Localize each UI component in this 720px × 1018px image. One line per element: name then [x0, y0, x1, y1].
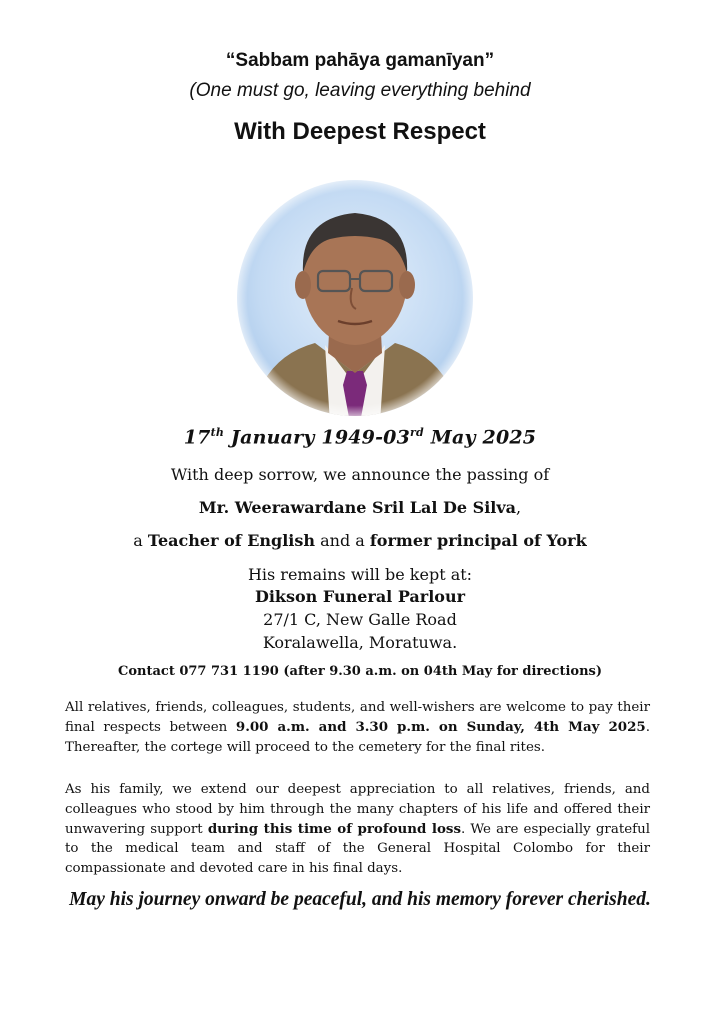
- visitation-paragraph: [65, 698, 650, 757]
- appreciation-paragraph: [65, 780, 650, 879]
- funeral-parlour: Dikson Funeral Parlour: [254, 587, 466, 606]
- role-mid: and a: [315, 531, 370, 550]
- address-line-2: Koralawella, Moratuwa.: [262, 633, 458, 652]
- quote-heading: “Sabbam pahāya gamanīyan”: [225, 50, 495, 71]
- portrait-photo: [230, 173, 480, 423]
- quote-translation: (One must go, leaving everything behind: [189, 80, 531, 101]
- birth-day: 17: [183, 426, 211, 449]
- announcement-intro: With deep sorrow, we announce the passing of: [170, 465, 550, 484]
- deceased-role: [0, 531, 720, 550]
- remains-label: His remains will be kept at:: [247, 565, 473, 584]
- para2-c: . We are especially grateful to the medical team and staff of the General Hospital Colombo for their compassionate and devoted care in his final days.: [65, 821, 650, 877]
- role-teacher: Teacher of English: [147, 531, 316, 550]
- role-principal: former principal of York: [369, 531, 587, 550]
- address-line-1: 27/1 C, New Galle Road: [263, 610, 457, 629]
- deceased-name: [0, 498, 720, 517]
- closing-line: May his journey onward be peaceful, and his memory forever cherished.: [69, 889, 651, 910]
- name-text: Mr. Weerawardane Sril Lal De Silva: [198, 498, 517, 517]
- role-prefix: a: [133, 531, 148, 550]
- page-title: With Deepest Respect: [234, 118, 486, 145]
- portrait-illustration: [230, 173, 480, 423]
- para1-a: All relatives, friends, colleagues, students, and well-wishers are welcome to pay their final respects between: [65, 700, 650, 735]
- visitation-time: 9.00 a.m. and 3.30 p.m. on Sunday, 4th May 2025: [235, 718, 646, 735]
- death-suffix: rd: [410, 426, 424, 439]
- birth-rest: January 1949-03: [224, 426, 411, 449]
- contact-line: Contact 077 731 1190 (after 9.30 a.m. on 04th May for directions): [118, 664, 602, 679]
- para2-bold: during this time of profound loss: [207, 820, 461, 837]
- name-punct: ,: [516, 498, 522, 517]
- death-rest: May 2025: [423, 426, 537, 449]
- para1-c: . Thereafter, the cortege will proceed to the cemetery for the final rites.: [65, 719, 650, 755]
- birth-suffix: th: [210, 426, 225, 439]
- life-dates: [0, 426, 720, 448]
- para2-a: As his family, we extend our deepest appreciation to all relatives, friends, and colleagues who stood by him through the many chapters of his life and offered their unwavering support: [65, 782, 650, 837]
